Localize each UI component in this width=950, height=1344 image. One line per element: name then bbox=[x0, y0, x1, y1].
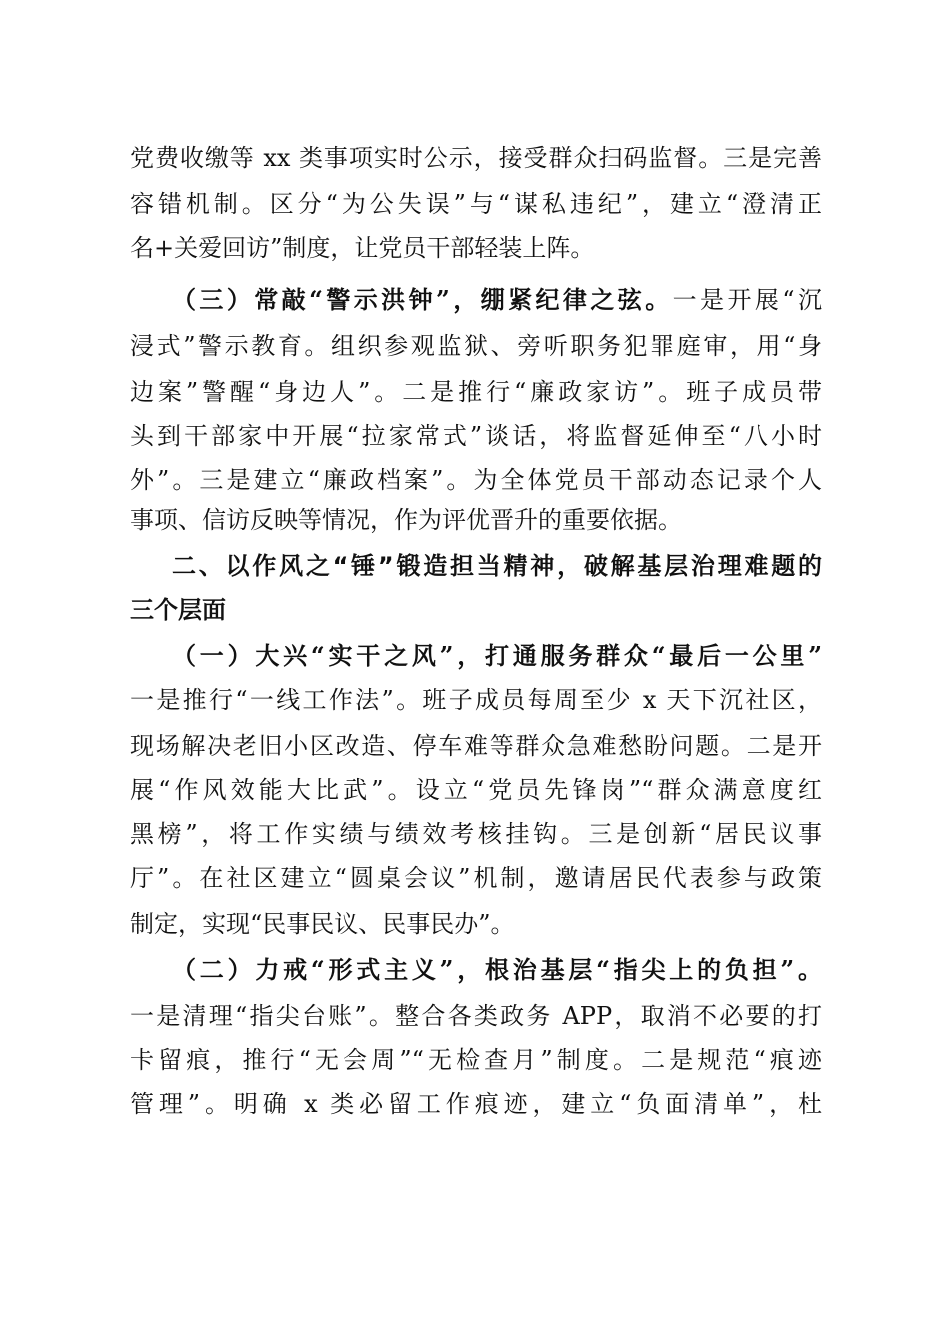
text-line: 浸式”警示教育。组织参观监狱、旁听职务犯罪庭审，用“身 bbox=[130, 332, 822, 360]
text-line: 一是清理“指尖台账”。整合各类政务 APP，取消不必要的打 bbox=[130, 1002, 822, 1030]
text-line: 现场解决老旧小区改造、停车难等群众急难愁盼问题。二是开 bbox=[130, 732, 822, 760]
text-line: 名+关爱回访”制度，让党员干部轻装上阵。 bbox=[130, 234, 595, 262]
text-line: 头到干部家中开展“拉家常式”谈话，将监督延伸至“八小时 bbox=[130, 422, 822, 450]
text-span: 一是开展“沉 bbox=[672, 286, 823, 314]
text-line: 卡留痕，推行“无会周”“无检查月”制度。二是规范“痕迹 bbox=[130, 1046, 822, 1074]
text-line: 管理”。明确 x 类必留工作痕迹，建立“负面清单”，杜 bbox=[130, 1090, 822, 1118]
section-heading: 二、以作风之“锤”锻造担当精神，破解基层治理难题的 bbox=[172, 552, 822, 580]
text-line: 制定，实现“民事民议、民事民办”。 bbox=[130, 910, 515, 938]
text-line: 黑榜”，将工作实绩与绩效考核挂钩。三是创新“居民议事 bbox=[130, 820, 822, 848]
text-line: 容错机制。区分“为公失误”与“谋私违纪”，建立“澄清正 bbox=[130, 190, 822, 218]
subheading-1: （一）大兴“实干之风”，打通服务群众“最后一公里” bbox=[172, 641, 822, 670]
text-line: 外”。三是建立“廉政档案”。为全体党员干部动态记录个人 bbox=[130, 466, 822, 494]
text-line: 事项、信访反映等情况，作为评优晋升的重要依据。 bbox=[130, 506, 682, 534]
text-line: 厅”。在社区建立“圆桌会议”机制，邀请居民代表参与政策 bbox=[130, 864, 822, 892]
text-line: 党费收缴等 xx 类事项实时公示，接受群众扫码监督。三是完善 bbox=[130, 144, 822, 172]
text-line: 一是推行“一线工作法”。班子成员每周至少 x 天下沉社区， bbox=[130, 686, 822, 714]
section-heading-cont: 三个层面 bbox=[130, 596, 226, 624]
text-line: 展“作风效能大比武”。设立“党员先锋岗”“群众满意度红 bbox=[130, 776, 822, 804]
subheading-2: （二）力戒“形式主义”，根治基层“指尖上的负担”。 bbox=[172, 955, 822, 984]
text-line: 边案”警醒“身边人”。二是推行“廉政家访”。班子成员带 bbox=[130, 378, 822, 406]
subheading-3-line bbox=[172, 285, 822, 315]
subheading-3: （三）常敲“警示洪钟”，绷紧纪律之弦。 bbox=[172, 285, 673, 314]
